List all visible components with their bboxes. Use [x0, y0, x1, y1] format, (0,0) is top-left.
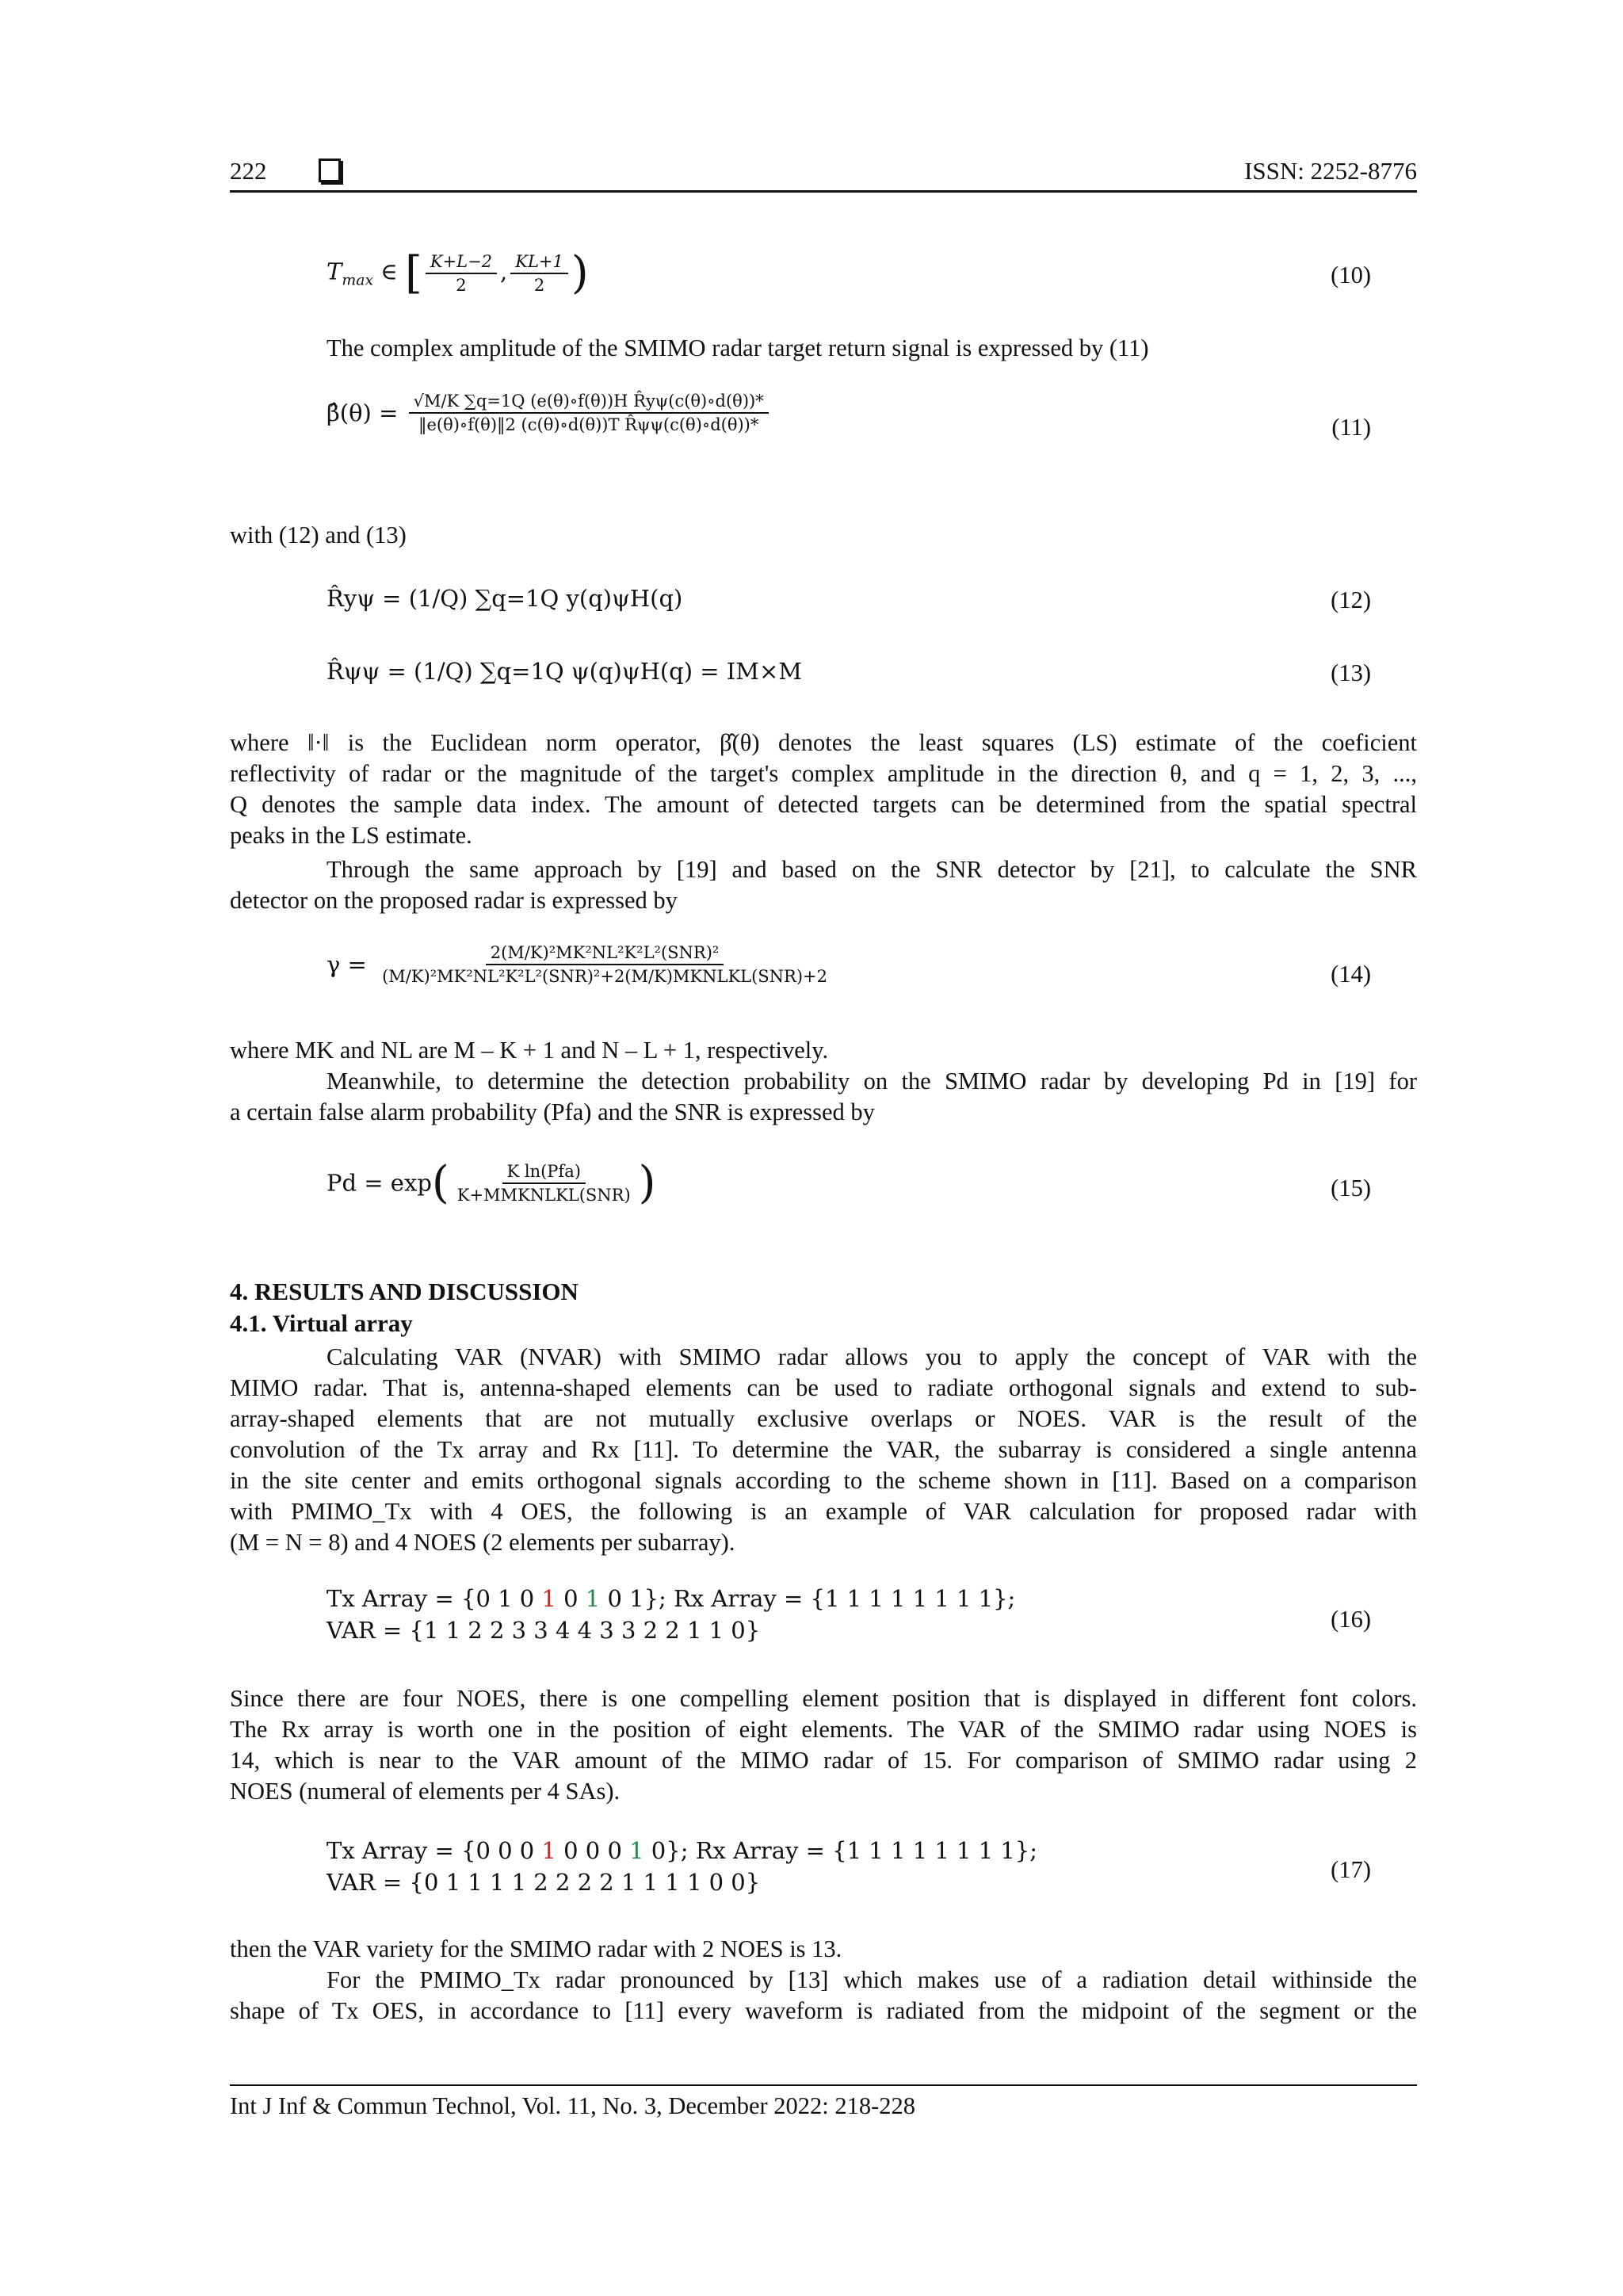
equation-16: Tx Array = {0 1 0 1 0 1 0 1}; Rx Array = {1 1 1 1 1 1 1 1}; VAR = {1 1 2 2 3 3 4 4 3 3 2 2 1 1 0} [327, 1585, 1016, 1644]
equation-15: Pd = exp( $\frac{\text{K ln(Pfa)}}{\text{K+MMKNLKL(SNR)}}$ ) [327, 1157, 656, 1209]
header-rule [230, 190, 1417, 193]
equation-number-15: (15) [1331, 1175, 1371, 1201]
equation-number-13: (13) [1331, 659, 1371, 686]
equation-number-10: (10) [1331, 262, 1371, 288]
paragraph-where-mk: where MK and NL are M – K + 1 and N – L + 1, respectively. [230, 1037, 829, 1064]
equation-17: Tx Array = {0 0 0 1 0 0 0 1 0}; Rx Array = {1 1 1 1 1 1 1 1}; VAR = {0 1 1 1 1 2 2 2 2 1 1 1 1 0 0} [327, 1837, 1037, 1896]
paragraph-complex-amplitude: The complex amplitude of the SMIMO radar target return signal is expressed by (11) [327, 334, 1149, 361]
equation-10: $T_{max}$ ∈ [ $\frac{K+L-2}{2}$ , $\frac{KL+1}{2}$ ) [327, 247, 589, 299]
square-icon [319, 159, 341, 184]
equation-11: β̂(θ) = $\frac{\text{√M/K ∑q=1Q (e(θ)∘f(θ))H R̂yψ(c(θ)∘d(θ))*}}{\text{‖e(θ)∘f(θ)‖2 (c(θ)∘d(θ))T R̂ψψ(c(θ)∘d(θ))*}}$ [327, 392, 772, 434]
equation-number-14: (14) [1331, 961, 1371, 988]
equation-number-16: (16) [1331, 1606, 1371, 1633]
paragraph-virtual-array: Calculating VAR (NVAR) with SMIMO radar allows you to apply the concept of VAR with the MIMO radar. That is, antenna-shaped elements can be used to radiate orthogonal signals and extend to sub- array-shaped elements that are not mutually exclusive overlaps or NOES. VAR is the result of the convolution of the Tx array and Rx [11]. To determine the VAR, the subarray is considered a single antenna in the site center and emits orthogonal signals according to the scheme shown in [11]. Based on a comparison with PMIMO_Tx with 4 OES, the following is an example of VAR calculation for proposed radar with (M = N = 8) and 4 NOES (2 elements per subarray). [230, 1343, 1417, 1556]
paragraph-through: Through the same approach by [19] and based on the SNR detector by [21], to calculate the SNR detector on the proposed radar is expressed by [230, 856, 1417, 914]
page-number: 222 [230, 157, 267, 185]
equation-number-11: (11) [1331, 414, 1371, 441]
subsection-heading-virtual-array: 4.1. Virtual array [230, 1309, 413, 1337]
equation-number-17: (17) [1331, 1856, 1371, 1883]
paragraph-then: then the VAR variety for the SMIMO radar with 2 NOES is 13. [230, 1935, 842, 1962]
paragraph-since: Since there are four NOES, there is one compelling element position that is displayed in different font colors. The Rx array is worth one in the position of eight elements. The VAR of the SMIMO radar using NOES is 14, which is near to the VAR amount of the MIMO radar of 15. For comparison of SMIMO radar using 2 NOES (numeral of elements per 4 SAs). [230, 1685, 1417, 1805]
footer-rule [230, 2084, 1417, 2086]
section-heading-results: 4. RESULTS AND DISCUSSION [230, 1278, 579, 1305]
paragraph-pmimo: For the PMIMO_Tx radar pronounced by [13] which makes use of a radiation detail withinside the shape of Tx OES, in accordance to [11] every waveform is radiated from the midpoint of the segment or the [230, 1966, 1417, 2024]
equation-number-12: (12) [1331, 586, 1371, 613]
paragraph-with: with (12) and (13) [230, 521, 407, 548]
paragraph-where-ls: where ‖·‖ is the Euclidean norm operator, β̂(θ) denotes the least squares (LS) estimate of the coeficient reflectivity of radar or the magnitude of the target's complex amplitude in the direction θ, and q = 1, 2, 3, ..., Q denotes the sample data index. The amount of detected targets can be determined from the spatial spectral peaks in the LS estimate. [230, 729, 1417, 849]
equation-12: R̂yψ = (1/Q) ∑q=1Q y(q)ψH(q) [327, 585, 683, 612]
issn: ISSN: 2252-8776 [1244, 157, 1417, 185]
paragraph-meanwhile: Meanwhile, to determine the detection probability on the SMIMO radar by developing Pd in [19] for a certain false alarm probability (Pfa) and the SNR is expressed by [230, 1068, 1417, 1125]
footer-citation: Int J Inf & Commun Technol, Vol. 11, No. 3, December 2022: 218-228 [230, 2092, 916, 2119]
equation-13: R̂ψψ = (1/Q) ∑q=1Q ψ(q)ψH(q) = IM×M [327, 658, 802, 685]
equation-14: γ = $\frac{\text{2(M/K)²MK²NL²K²L²(SNR)²}}{\text{(M/K)²MK²NL²K²L²(SNR)²+2(M/K)MKNLKL(SNR)+2}}$ [327, 943, 828, 986]
